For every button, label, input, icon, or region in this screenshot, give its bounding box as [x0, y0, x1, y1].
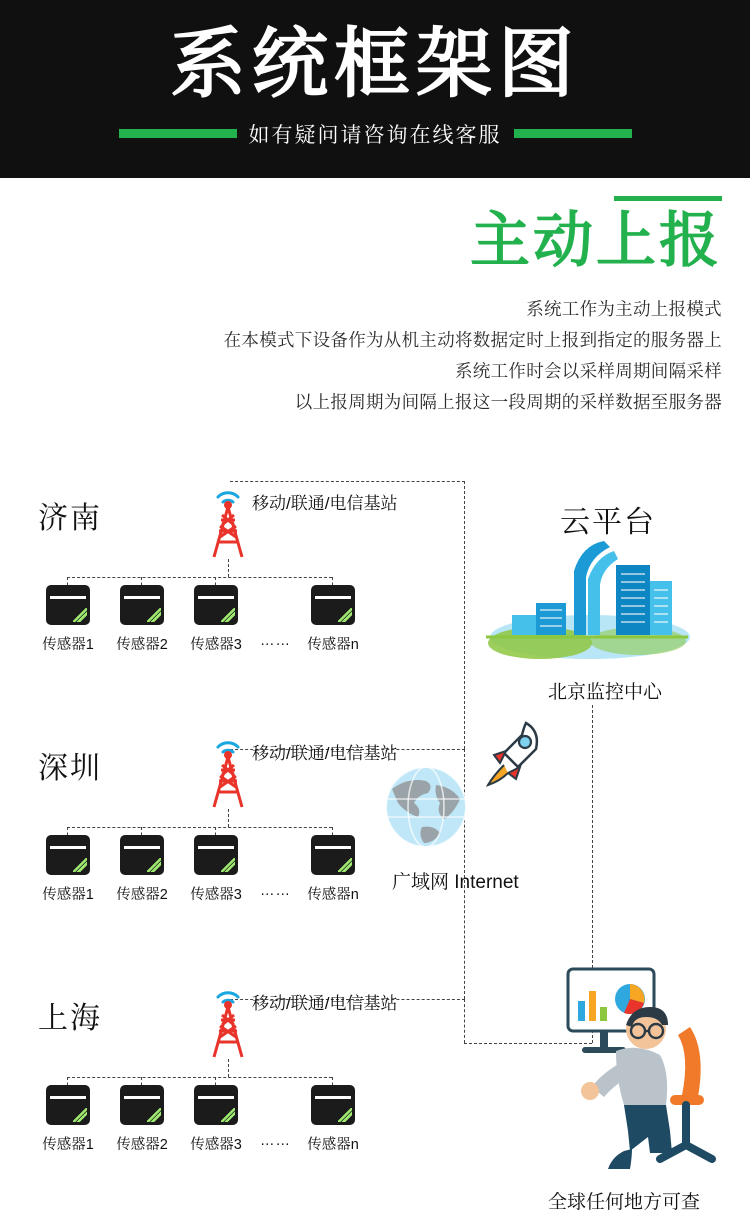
site-shanghai	[0, 955, 470, 1185]
sensor-node	[307, 585, 359, 653]
intro-line: 在本模式下设备作为从机主动将数据定时上报到指定的服务器上	[223, 330, 722, 351]
intro-title: 主动上报	[470, 206, 722, 276]
sensor-icon	[120, 835, 164, 875]
sensor-row	[28, 1085, 388, 1175]
sensor-label: 传感器1	[42, 887, 94, 903]
page-title: 系统框架图	[170, 19, 580, 108]
sensor-icon	[46, 585, 90, 625]
tree-trunk	[228, 809, 229, 827]
sensor-node	[42, 1085, 94, 1153]
sensor-icon	[194, 585, 238, 625]
intro-section	[162, 196, 722, 419]
ellipsis: ……	[260, 1133, 291, 1149]
internet-globe-icon	[378, 755, 474, 864]
tree-bus	[67, 827, 332, 828]
sensor-node	[116, 1085, 168, 1153]
base-station-label: 移动/联通/电信基站	[252, 494, 398, 513]
system-diagram	[0, 455, 750, 1226]
sensor-label: 传感器n	[307, 887, 359, 903]
sensor-label: 传感器1	[42, 637, 94, 653]
sensor-node	[307, 1085, 359, 1153]
sensor-node	[116, 835, 168, 903]
sensor-node	[42, 835, 94, 903]
site-name: 深圳	[38, 752, 102, 785]
sensor-node	[190, 585, 242, 653]
sensor-icon	[46, 835, 90, 875]
header-banner	[0, 0, 750, 178]
cell-tower-icon	[196, 973, 260, 1059]
site-name: 济南	[38, 502, 102, 535]
sensor-label: 传感器2	[116, 887, 168, 903]
intro-line: 系统工作为主动上报模式	[526, 299, 722, 319]
sensor-label: 传感器1	[42, 1137, 94, 1153]
sensor-label: 传感器2	[116, 637, 168, 653]
cloud-caption: 北京监控中心	[548, 682, 663, 703]
intro-line: 系统工作时会以采样周期间隔采样	[455, 361, 722, 382]
sensor-node	[190, 1085, 242, 1153]
banner-subtitle-row	[0, 119, 750, 149]
sensor-label: 传感器2	[116, 1137, 168, 1153]
cell-tower-icon	[196, 473, 260, 559]
base-station-label: 移动/联通/电信基站	[252, 744, 398, 763]
sensor-icon	[120, 1085, 164, 1125]
ellipsis: ……	[260, 883, 291, 899]
banner-subtitle: 如有疑问请咨询在线客服	[248, 123, 502, 147]
sensor-icon	[311, 1085, 355, 1125]
cell-tower-icon	[196, 723, 260, 809]
cloud-platform-title: 云平台	[560, 506, 656, 539]
person-caption: 全球任何地方可查	[548, 1192, 701, 1213]
sensor-icon	[311, 835, 355, 875]
sensor-icon	[311, 585, 355, 625]
sensor-label: 传感器3	[190, 887, 242, 903]
tree-bus	[67, 1077, 332, 1078]
sensor-row	[28, 835, 388, 925]
sensor-label: 传感器n	[307, 1137, 359, 1153]
cloud-city-icon	[478, 537, 693, 670]
sensor-node	[116, 585, 168, 653]
intro-line: 以上报周期为间隔上报这一段周期的采样数据至服务器	[294, 392, 722, 413]
divider-right	[514, 129, 632, 138]
site-name: 上海	[38, 1002, 102, 1035]
sensor-label: 传感器n	[307, 637, 359, 653]
internet-caption: 广域网 Internet	[392, 872, 519, 893]
tree-trunk	[228, 559, 229, 577]
site-jinan	[0, 455, 470, 685]
base-station-label: 移动/联通/电信基站	[252, 994, 398, 1013]
sensor-icon	[194, 835, 238, 875]
sensor-node	[190, 835, 242, 903]
sensor-icon	[120, 585, 164, 625]
user-at-computer-icon	[520, 955, 720, 1190]
intro-lines	[162, 294, 722, 419]
sensor-icon	[46, 1085, 90, 1125]
sensor-row	[28, 585, 388, 675]
sensor-node	[307, 835, 359, 903]
intro-rule	[614, 196, 722, 201]
tree-bus	[67, 577, 332, 578]
tree-trunk	[228, 1059, 229, 1077]
sensor-label: 传感器3	[190, 637, 242, 653]
ellipsis: ……	[260, 633, 291, 649]
rocket-icon	[478, 717, 550, 796]
sensor-icon	[194, 1085, 238, 1125]
divider-left	[119, 129, 237, 138]
sensor-node	[42, 585, 94, 653]
sensor-label: 传感器3	[190, 1137, 242, 1153]
